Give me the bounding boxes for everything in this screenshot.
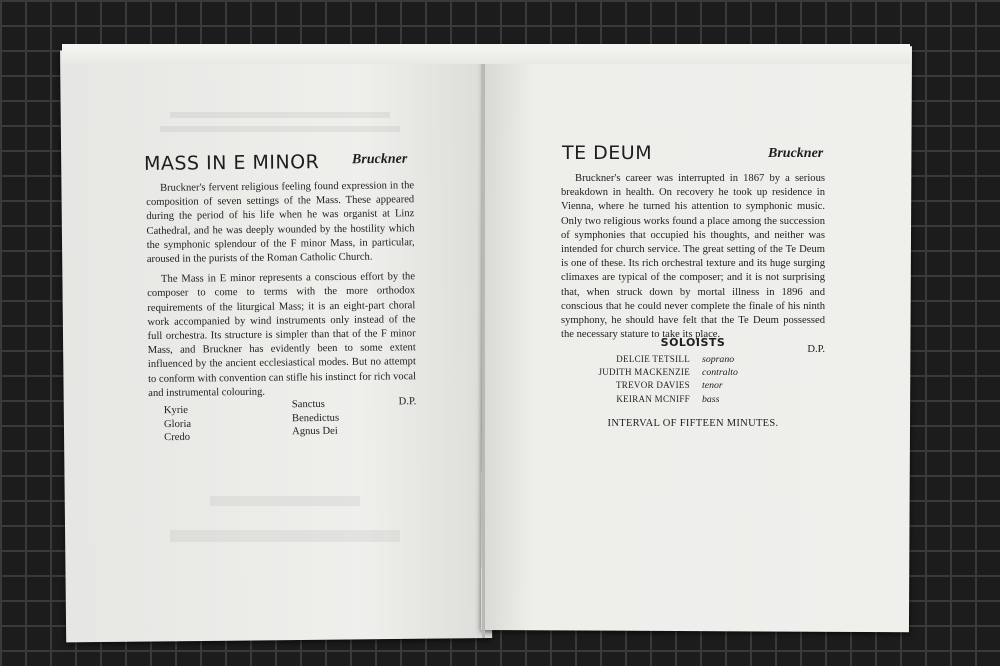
booklet-spine: [482, 44, 485, 638]
mass-movements-col2: [292, 398, 339, 439]
soloist-name: KEIRAN MCNIFF: [616, 393, 690, 404]
mass-initials: D.P.: [398, 396, 417, 408]
soloists-title: SOLOISTS: [660, 336, 726, 349]
soloist-name: TREVOR DAVIES: [616, 380, 690, 391]
te-deum-title: TE DEUM: [562, 142, 653, 164]
movement-item: Gloria: [163, 418, 192, 430]
mass-composer: Bruckner: [351, 151, 408, 168]
movement-item: Agnus Dei: [292, 425, 338, 438]
mass-movements-col1: [164, 404, 192, 445]
movement-item: Sanctus: [291, 398, 325, 411]
soloist-voice: contralto: [702, 367, 738, 379]
te-deum-initials: D.P.: [807, 344, 825, 356]
soloist-voice: bass: [702, 393, 720, 405]
mass-paragraph-1: Bruckner's fervent religious feeling found expression in the composition of seven settings of the Mass. These appeared during the period of his life when he was organist at Linz Cathedral, and he was deeply wounded by the hostility which the symphonic splendour of the F minor Mass, in particular, aroused in the purists of the Roman Catholic Church.: [146, 180, 415, 266]
te-deum-paragraph: Bruckner's career was interrupted in 1867 by a serious breakdown in health. On recovery he took up residence in Vienna, where he turned his attention to symphonic music. Only two religious works found a place among the succession of symphonies that occupied his thoughts, and neither was intended for church service. The great setting of the Te Deum is one of these. Its rich orchestral texture and its huge surging climaxes are typical of the composer; and it is not surprising that, when struck down by mortal illness in 1896 and conscious that he could never complete the finale of his ninth symphony, he should have felt that the Te Deum possessed the necessary stature to take its place.: [561, 173, 825, 341]
movement-item: Credo: [164, 431, 191, 444]
soloist-row: [560, 393, 826, 406]
soloist-row: [560, 379, 826, 392]
soloist-name: DELCIE TETSILL: [616, 354, 690, 364]
show-through-left-lower: [170, 490, 400, 560]
movement-item: Benedictus: [291, 412, 340, 424]
te-deum-composer: Bruckner: [768, 146, 824, 161]
te-deum-text: [561, 172, 825, 355]
soloist-row: [560, 366, 826, 379]
soloist-voice: tenor: [702, 380, 723, 392]
show-through-left: [150, 108, 410, 138]
soloist-name: JUDITH MACKENZIE: [598, 367, 690, 378]
interval-note: INTERVAL OF FIFTEEN MINUTES.: [607, 417, 779, 429]
soloist-row: [560, 353, 826, 366]
mass-title: MASS IN E MINOR: [143, 151, 320, 175]
mass-paragraph-2: The Mass in E minor represents a conscious effort by the composer to come to terms with the more orthodox requirements of the liturgical Mass; it is an eight-part choral work accompanied by wind instruments only instead of the full orchestra. Its structure is simpler than that of the F minor Mass, and Bruckner has evidently been to some extent influenced by the ancient ecclesiastical modes. But no attempt to conform with convention can stifle his instinct for rich vocal and instrumental colouring.: [147, 271, 417, 399]
top-page-edge: [62, 44, 910, 64]
movement-item: Kyrie: [163, 404, 189, 417]
soloists-section: [560, 336, 826, 429]
soloist-voice: soprano: [702, 354, 735, 365]
mass-text: [146, 179, 416, 410]
